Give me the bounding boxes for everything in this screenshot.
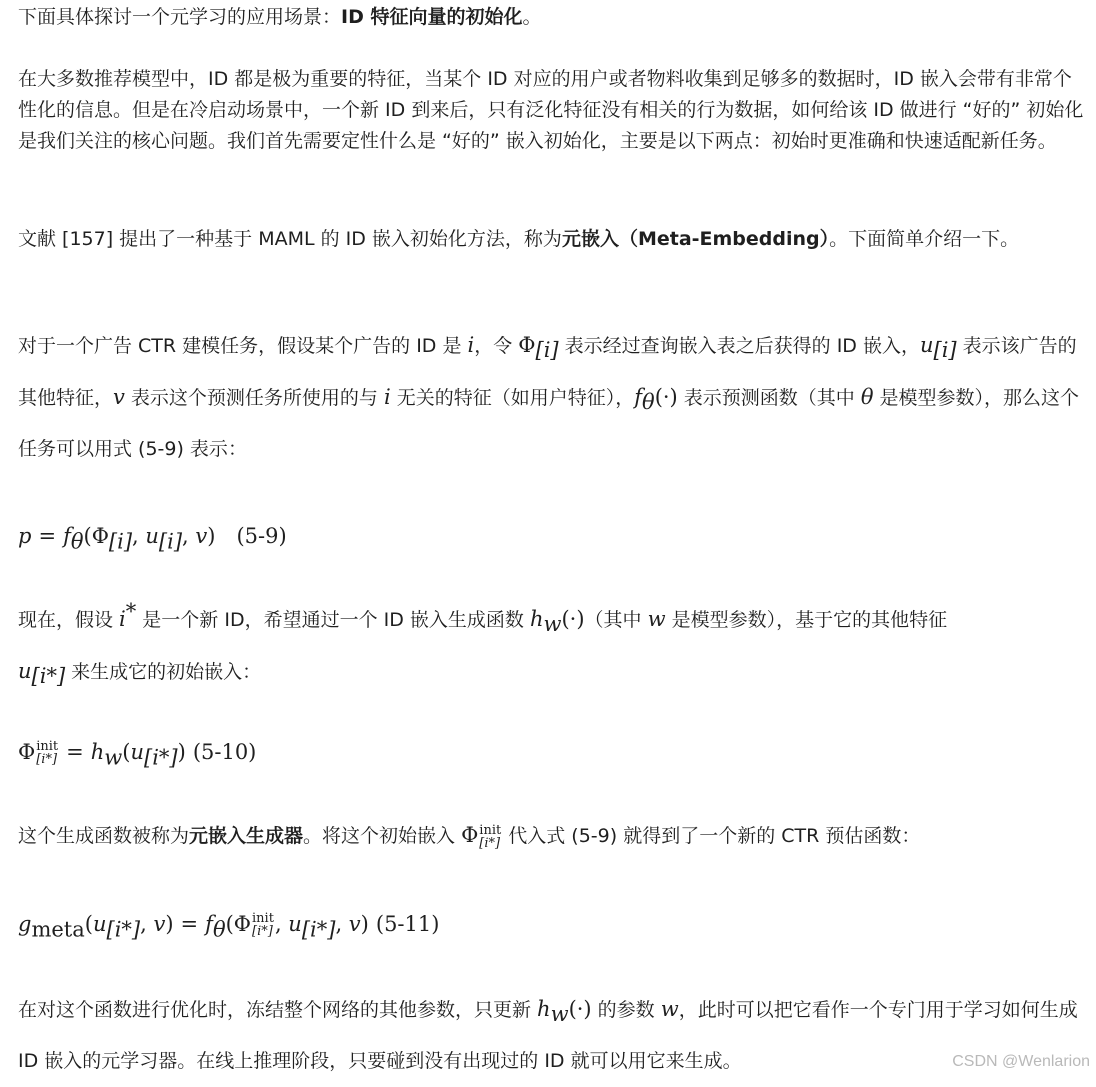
paragraph-generator: 这个生成函数被称为元嵌入生成器。将这个初始嵌入 Φ init [i*] 代入式 (5-9) 就得到了一个新的 CTR 预估函数：	[18, 822, 921, 851]
paragraph-meta-learner: 在对这个函数进行优化时，冻结整个网络的其他参数，只更新 $h_w(\cdot)$ 的参数 w，此时可以把它看作一个专门用于学习如何生成 ID 嵌入的元学习器。在线上推理阶段，只要碰到没有出现过的 ID 就可以用它来生成。	[18, 997, 1078, 1072]
bold-meta-embedding: 元嵌入（Meta-Embedding）	[561, 228, 830, 250]
intro-line: 下面具体探讨一个元学习的应用场景：ID 特征向量的初始化。	[18, 6, 542, 28]
watermark: CSDN @Wenlarion	[952, 1053, 1090, 1070]
paragraph-new-id: 现在，假设 i* 是一个新 ID，希望通过一个 ID 嵌入生成函数 $h_w(\cdot)$（其中 w 是模型参数），基于它的其他特征 $u_{[i*]}$ 来生成它的初始嵌入：	[18, 599, 948, 688]
paragraph-meta-embedding: 文献 [157] 提出了一种基于 MAML 的 ID 嵌入初始化方法，称为元嵌入（Meta-Embedding）。下面简单介绍一下。	[18, 228, 1020, 250]
bold-generator: 元嵌入生成器	[189, 825, 304, 847]
paragraph-cold-start: 在大多数推荐模型中，ID 都是极为重要的特征，当某个 ID 对应的用户或者物料收集到足够多的数据时，ID 嵌入会带有非常个性化的信息。但是在冷启动场景中，一个新 ID 到来后，只有泛化特征没有相关的行为数据，如何给该 ID 做进行 “好的” 初始化是我们关注的核心问题。我们首先需要定性什么是 “好的” 嵌入初始化，主要是以下两点：初始时更准确和快速适配新任务。	[18, 68, 1084, 152]
equation-5-11: $g_{meta}(u_{[i*]}$, $v) = f_\theta(\Phi$ init [i*] , $u_{[i*]}$, v) (5-11)	[18, 911, 440, 942]
bold-topic: ID 特征向量的初始化	[341, 6, 523, 28]
equation-5-9: $p = f_\theta(\Phi_{[i]}$, $u_{[i]}$, v) (5-9)	[18, 524, 287, 554]
equation-5-10: Φ init [i*] = $h_w(u_{[i*]})$ (5-10)	[18, 739, 257, 770]
paragraph-ctr-task: 对于一个广告 CTR 建模任务，假设某个广告的 ID 是 i，令 $\Phi_{[i]}$ 表示经过查询嵌入表之后获得的 ID 嵌入，$u_{[i]}$ 表示该广告的其他特征，v 表示这个预测任务所使用的与 i 无关的特征（如用户特征），$f_\theta(\cdot)$ 表示预测函数（其中 θ 是模型参数），那么这个任务可以用式 (5-9) 表示：	[18, 333, 1080, 460]
